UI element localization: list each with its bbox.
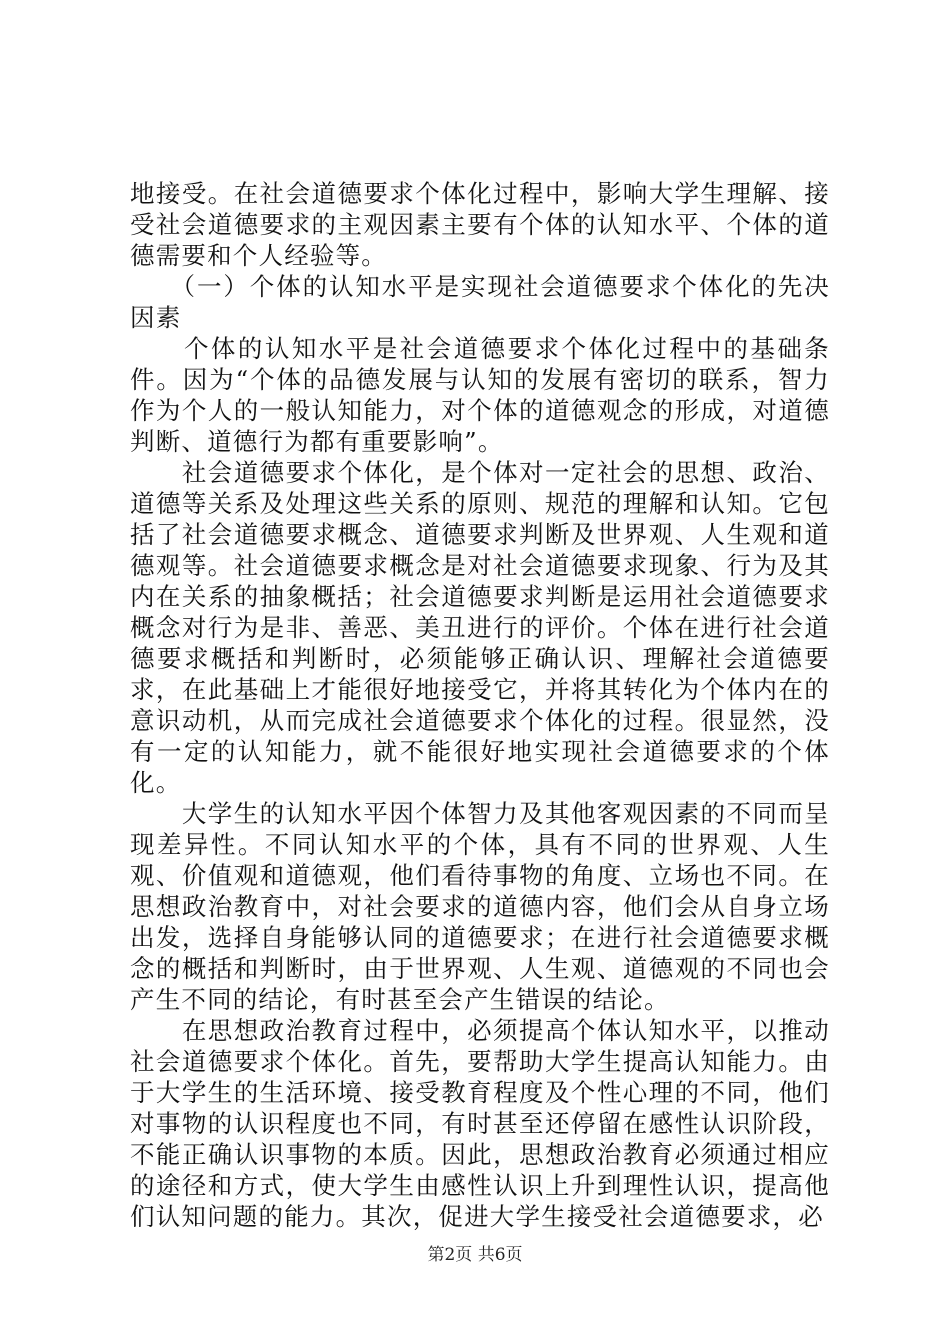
paragraph-intro: 地接受。在社会道德要求个体化过程中，影响大学生理解、接受社会道德要求的主观因素主要有个体的认知水平、个体的道德需要和个人经验等。: [130, 179, 830, 270]
paragraph-cognition: 个体的认知水平是社会道德要求个体化过程中的基础条件。因为“个体的品德发展与认知的发展有密切的联系，智力作为个人的一般认知能力，对个体的道德观念的形成，对道德判断、道德行为都有重要影响”。: [130, 334, 830, 456]
paragraph-differences: 大学生的认知水平因个体智力及其他客观因素的不同而呈现差异性。不同认知水平的个体，具有不同的世界观、人生观、价值观和道德观，他们看待事物的角度、立场也不同。在思想政治教育中，对社会要求的道德内容，他们会从自身立场出发，选择自身能够认同的道德要求；在进行社会道德要求概念的概括和判断时，由于世界观、人生观、道德观的不同也会产生不同的结论，有时甚至会产生错误的结论。: [130, 799, 830, 1014]
page-number-footer: 第2页 共6页: [427, 1245, 523, 1265]
paragraph-individualization: 社会道德要求个体化，是个体对一定社会的思想、政治、道德等关系及处理这些关系的原则、规范的理解和认知。它包括了社会道德要求概念、道德要求判断及世界观、人生观和道德观等。社会道德要求概念是对社会道德要求现象、行为及其内在关系的抽象概括；社会道德要求判断是运用社会道德要求概念对行为是非、善恶、美丑进行的评价。个体在进行社会道德要求概括和判断时，必须能够正确认识、理解社会道德要求，在此基础上才能很好地接受它，并将其转化为个体内在的意识动机，从而完成社会道德要求个体化的过程。很显然，没有一定的认知能力，就不能很好地实现社会道德要求的个体化。: [130, 458, 830, 797]
paragraph-education: 在思想政治教育过程中，必须提高个体认知水平，以推动社会道德要求个体化。首先，要帮助大学生提高认知能力。由于大学生的生活环境、接受教育程度及个性心理的不同，他们对事物的认识程度也不同，有时甚至还停留在感性认识阶段，不能正确认识事物的本质。因此，思想政治教育必须通过相应的途径和方式，使大学生由感性认识上升到理性认识，提高他们认知问题的能力。其次，促进大学生接受社会道德要求，必: [130, 1016, 830, 1231]
section-heading: （一）个体的认知水平是实现社会道德要求个体化的先决因素: [130, 272, 830, 332]
document-body: [130, 178, 830, 1232]
